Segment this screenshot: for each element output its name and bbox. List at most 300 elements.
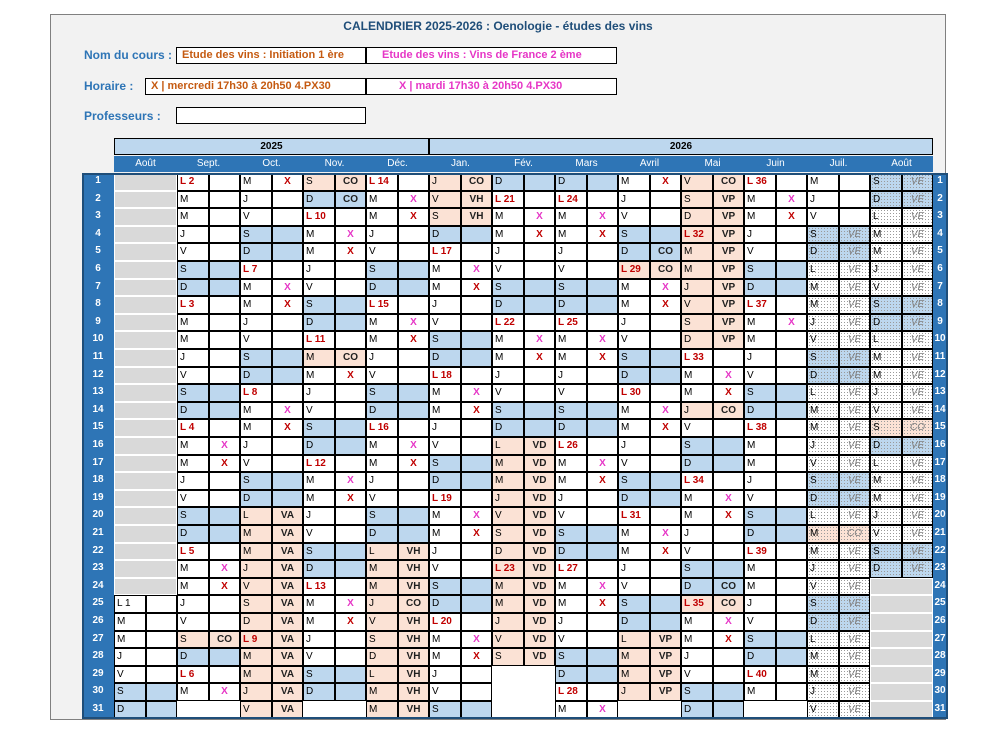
mark-cell[interactable] [398, 490, 429, 508]
mark-cell-vh[interactable]: VH [398, 613, 429, 631]
mark-cell-ve[interactable]: VE [902, 490, 933, 508]
mark-cell[interactable] [461, 683, 492, 701]
mark-cell-vp[interactable]: VP [713, 314, 744, 332]
mark-cell[interactable] [335, 631, 366, 649]
day-cell[interactable]: L 18 [429, 367, 461, 385]
day-cell[interactable]: J [555, 367, 587, 385]
mark-cell[interactable] [776, 525, 807, 543]
day-cell[interactable]: L 34 [681, 472, 713, 490]
day-cell[interactable]: D [681, 208, 713, 226]
day-cell[interactable]: V [807, 578, 839, 596]
mark-cell-ve[interactable]: VE [839, 384, 870, 402]
day-cell[interactable]: J [240, 437, 272, 455]
mark-cell[interactable] [398, 243, 429, 261]
day-cell[interactable]: V [807, 455, 839, 473]
day-cell[interactable]: V [429, 314, 461, 332]
mark-cell-x[interactable]: X [650, 543, 681, 561]
mark-cell[interactable] [461, 437, 492, 455]
mark-cell-ve[interactable]: VE [839, 560, 870, 578]
mark-cell[interactable] [398, 226, 429, 244]
mark-cell-x[interactable]: X [272, 296, 303, 314]
mark-cell[interactable] [398, 173, 429, 191]
day-cell[interactable]: M [744, 578, 776, 596]
mark-cell-ve[interactable]: VE [902, 208, 933, 226]
mark-cell-x[interactable]: X [461, 648, 492, 666]
day-cell[interactable]: M [807, 419, 839, 437]
day-cell[interactable]: M [618, 279, 650, 297]
mark-cell[interactable] [713, 543, 744, 561]
day-cell[interactable]: L [807, 631, 839, 649]
mark-cell-x[interactable]: X [776, 314, 807, 332]
mark-cell[interactable] [650, 595, 681, 613]
mark-cell[interactable] [524, 173, 555, 191]
day-cell[interactable]: J [555, 243, 587, 261]
day-cell[interactable]: L [807, 261, 839, 279]
mark-cell-va[interactable]: VA [272, 666, 303, 684]
mark-cell-ve[interactable]: VE [839, 543, 870, 561]
day-cell[interactable]: V [240, 208, 272, 226]
mark-cell-vh[interactable]: VH [398, 683, 429, 701]
day-cell[interactable]: J [177, 226, 209, 244]
day-cell[interactable]: M [681, 507, 713, 525]
day-cell[interactable]: S [366, 507, 398, 525]
mark-cell-va[interactable]: VA [272, 648, 303, 666]
mark-cell-vh[interactable]: VH [398, 578, 429, 596]
day-cell[interactable]: M [492, 578, 524, 596]
day-cell[interactable]: V [744, 613, 776, 631]
day-cell[interactable]: L 23 [492, 560, 524, 578]
day-cell[interactable]: J [240, 191, 272, 209]
mark-cell[interactable] [587, 261, 618, 279]
day-cell[interactable]: L 4 [177, 419, 209, 437]
day-cell[interactable]: V [177, 490, 209, 508]
day-cell[interactable]: M [177, 683, 209, 701]
mark-cell[interactable] [209, 191, 240, 209]
day-cell[interactable]: J [240, 560, 272, 578]
day-cell[interactable]: M [681, 261, 713, 279]
mark-cell-x[interactable]: X [587, 208, 618, 226]
mark-cell-vp[interactable]: VP [650, 666, 681, 684]
day-cell[interactable]: V [366, 613, 398, 631]
mark-cell[interactable] [398, 525, 429, 543]
day-cell[interactable]: J [744, 595, 776, 613]
mark-cell-ve[interactable]: VE [902, 437, 933, 455]
mark-cell-vd[interactable]: VD [524, 472, 555, 490]
day-cell[interactable]: D [744, 279, 776, 297]
mark-cell-co[interactable]: CO [335, 191, 366, 209]
day-cell[interactable]: L 13 [303, 578, 335, 596]
day-cell[interactable]: V [681, 173, 713, 191]
mark-cell-x[interactable]: X [209, 455, 240, 473]
mark-cell[interactable] [461, 701, 492, 719]
mark-cell[interactable] [209, 314, 240, 332]
day-cell[interactable]: M [807, 543, 839, 561]
day-cell[interactable]: S [177, 261, 209, 279]
mark-cell[interactable] [776, 331, 807, 349]
day-cell[interactable]: J [492, 490, 524, 508]
mark-cell[interactable] [272, 226, 303, 244]
mark-cell[interactable] [713, 455, 744, 473]
mark-cell[interactable] [713, 701, 744, 719]
day-cell[interactable]: J [429, 173, 461, 191]
mark-cell-co[interactable]: CO [839, 525, 870, 543]
day-cell[interactable]: M [366, 331, 398, 349]
mark-cell[interactable] [272, 490, 303, 508]
mark-cell[interactable] [272, 314, 303, 332]
day-cell[interactable]: V [555, 261, 587, 279]
day-cell[interactable]: M [492, 226, 524, 244]
mark-cell[interactable] [587, 543, 618, 561]
mark-cell[interactable] [272, 349, 303, 367]
mark-cell-x[interactable]: X [650, 525, 681, 543]
mark-cell[interactable] [398, 472, 429, 490]
day-cell[interactable]: D [177, 525, 209, 543]
mark-cell[interactable] [713, 525, 744, 543]
day-cell[interactable]: D [492, 419, 524, 437]
month-header-12[interactable]: Août [870, 156, 933, 172]
mark-cell[interactable] [461, 226, 492, 244]
day-cell[interactable]: M [807, 173, 839, 191]
mark-cell[interactable] [209, 648, 240, 666]
day-cell[interactable]: J [429, 296, 461, 314]
mark-cell[interactable] [524, 384, 555, 402]
day-cell[interactable]: S [429, 455, 461, 473]
month-header-9[interactable]: Mai [681, 156, 744, 172]
mark-cell[interactable] [776, 578, 807, 596]
mark-cell[interactable] [461, 367, 492, 385]
mark-cell[interactable] [776, 296, 807, 314]
mark-cell[interactable] [335, 455, 366, 473]
day-cell[interactable]: J [429, 666, 461, 684]
mark-cell-co[interactable]: CO [209, 631, 240, 649]
day-cell[interactable]: D [429, 349, 461, 367]
day-cell[interactable]: S [744, 631, 776, 649]
mark-cell-co[interactable]: CO [713, 402, 744, 420]
day-cell[interactable]: D [429, 595, 461, 613]
day-cell[interactable]: L 25 [555, 314, 587, 332]
mark-cell-x[interactable]: X [713, 613, 744, 631]
mark-cell[interactable] [335, 578, 366, 596]
day-cell[interactable]: M [681, 384, 713, 402]
day-cell[interactable]: M [177, 331, 209, 349]
day-cell[interactable]: L 10 [303, 208, 335, 226]
day-cell[interactable]: M [492, 595, 524, 613]
day-cell[interactable]: S [366, 384, 398, 402]
mark-cell[interactable] [587, 296, 618, 314]
day-cell[interactable]: J [744, 472, 776, 490]
day-cell[interactable]: J [870, 507, 902, 525]
day-cell[interactable]: S [240, 226, 272, 244]
mark-cell[interactable] [776, 243, 807, 261]
mark-cell[interactable] [776, 666, 807, 684]
mark-cell-vp[interactable]: VP [650, 683, 681, 701]
mark-cell[interactable] [272, 384, 303, 402]
mark-cell-ve[interactable]: VE [902, 525, 933, 543]
mark-cell-va[interactable]: VA [272, 595, 303, 613]
mark-cell-ve[interactable]: VE [839, 279, 870, 297]
mark-cell-vp[interactable]: VP [713, 226, 744, 244]
month-header-10[interactable]: Juin [744, 156, 807, 172]
mark-cell[interactable] [146, 666, 177, 684]
mark-cell[interactable] [461, 472, 492, 490]
mark-cell[interactable] [776, 683, 807, 701]
day-cell[interactable]: M [240, 402, 272, 420]
day-cell[interactable]: S [303, 296, 335, 314]
day-cell[interactable]: M [618, 419, 650, 437]
day-cell[interactable]: M [114, 631, 146, 649]
month-header-6[interactable]: Fév. [492, 156, 555, 172]
schedule-2-cell[interactable]: X | mardi 17h30 à 20h50 4.PX30 [366, 78, 617, 95]
day-cell[interactable]: S [177, 507, 209, 525]
mark-cell[interactable] [209, 419, 240, 437]
month-header-5[interactable]: Jan. [429, 156, 492, 172]
mark-cell[interactable] [776, 367, 807, 385]
mark-cell-vp[interactable]: VP [650, 631, 681, 649]
day-cell[interactable]: V [807, 331, 839, 349]
day-cell[interactable]: S [492, 648, 524, 666]
mark-cell[interactable] [461, 578, 492, 596]
day-cell[interactable]: L 17 [429, 243, 461, 261]
day-cell[interactable]: M [744, 314, 776, 332]
day-cell[interactable]: M [681, 367, 713, 385]
day-cell[interactable]: M [177, 314, 209, 332]
mark-cell[interactable] [587, 507, 618, 525]
mark-cell[interactable] [272, 472, 303, 490]
day-cell[interactable]: M [429, 631, 461, 649]
mark-cell[interactable] [209, 349, 240, 367]
mark-cell[interactable] [776, 543, 807, 561]
day-cell[interactable]: L 15 [366, 296, 398, 314]
mark-cell-ve[interactable]: VE [902, 349, 933, 367]
day-cell[interactable]: L 16 [366, 419, 398, 437]
day-cell[interactable]: V [303, 402, 335, 420]
mark-cell-co[interactable]: CO [713, 578, 744, 596]
course-2-cell[interactable]: Etude des vins : Vins de France 2 ème [366, 47, 617, 64]
day-cell[interactable]: J [618, 560, 650, 578]
mark-cell[interactable] [209, 173, 240, 191]
day-cell[interactable]: M [429, 384, 461, 402]
day-cell[interactable]: M [492, 472, 524, 490]
day-cell[interactable]: L 30 [618, 384, 650, 402]
mark-cell[interactable] [335, 543, 366, 561]
month-header-2[interactable]: Oct. [240, 156, 303, 172]
mark-cell-vh[interactable]: VH [398, 560, 429, 578]
mark-cell-ve[interactable]: VE [839, 296, 870, 314]
mark-cell[interactable] [335, 314, 366, 332]
mark-cell[interactable] [650, 507, 681, 525]
mark-cell[interactable] [209, 226, 240, 244]
day-cell[interactable]: D [807, 243, 839, 261]
day-cell[interactable]: V [366, 490, 398, 508]
mark-cell-ve[interactable]: VE [839, 472, 870, 490]
mark-cell-va[interactable]: VA [272, 701, 303, 719]
mark-cell-ve[interactable]: VE [839, 314, 870, 332]
mark-cell[interactable] [650, 560, 681, 578]
day-cell[interactable]: J [870, 384, 902, 402]
day-cell[interactable]: M [177, 578, 209, 596]
mark-cell-vh[interactable]: VH [461, 191, 492, 209]
day-cell[interactable]: J [303, 631, 335, 649]
day-cell[interactable]: M [240, 666, 272, 684]
day-cell[interactable]: V [870, 402, 902, 420]
mark-cell[interactable] [839, 173, 870, 191]
mark-cell[interactable] [776, 595, 807, 613]
day-cell[interactable]: M [240, 173, 272, 191]
mark-cell[interactable] [146, 613, 177, 631]
day-cell[interactable]: S [618, 472, 650, 490]
day-cell[interactable]: S [240, 349, 272, 367]
day-cell[interactable]: M [492, 455, 524, 473]
day-cell[interactable]: D [303, 560, 335, 578]
mark-cell[interactable] [587, 525, 618, 543]
mark-cell-vp[interactable]: VP [650, 648, 681, 666]
day-cell[interactable]: L [870, 208, 902, 226]
mark-cell[interactable] [650, 384, 681, 402]
mark-cell[interactable] [335, 261, 366, 279]
day-cell[interactable]: L 27 [555, 560, 587, 578]
mark-cell[interactable] [398, 367, 429, 385]
mark-cell-ve[interactable]: VE [902, 402, 933, 420]
mark-cell-x[interactable]: X [335, 472, 366, 490]
day-cell[interactable]: L 20 [429, 613, 461, 631]
mark-cell[interactable] [146, 701, 177, 719]
day-cell[interactable]: S [366, 261, 398, 279]
day-cell[interactable]: D [681, 578, 713, 596]
mark-cell-x[interactable]: X [650, 296, 681, 314]
day-cell[interactable]: M [366, 208, 398, 226]
day-cell[interactable]: D [303, 191, 335, 209]
mark-cell-x[interactable]: X [398, 191, 429, 209]
day-cell[interactable]: V [492, 261, 524, 279]
mark-cell[interactable] [209, 367, 240, 385]
day-cell[interactable]: S [303, 666, 335, 684]
mark-cell-va[interactable]: VA [272, 560, 303, 578]
mark-cell-x[interactable]: X [461, 631, 492, 649]
mark-cell-ve[interactable]: VE [839, 595, 870, 613]
day-cell[interactable]: J [618, 314, 650, 332]
mark-cell-vd[interactable]: VD [524, 613, 555, 631]
mark-cell[interactable] [713, 666, 744, 684]
mark-cell-ve[interactable]: VE [839, 648, 870, 666]
day-cell[interactable]: M [555, 208, 587, 226]
mark-cell[interactable] [209, 666, 240, 684]
mark-cell-vd[interactable]: VD [524, 578, 555, 596]
mark-cell-ve[interactable]: VE [902, 296, 933, 314]
mark-cell-x[interactable]: X [524, 349, 555, 367]
mark-cell-ve[interactable]: VE [839, 701, 870, 719]
day-cell[interactable]: D [870, 314, 902, 332]
day-cell[interactable]: D [618, 367, 650, 385]
mark-cell[interactable] [713, 648, 744, 666]
mark-cell-ve[interactable]: VE [902, 279, 933, 297]
day-cell[interactable]: S [870, 173, 902, 191]
day-cell[interactable]: J [555, 490, 587, 508]
mark-cell[interactable] [524, 314, 555, 332]
mark-cell-x[interactable]: X [272, 402, 303, 420]
mark-cell-ve[interactable]: VE [839, 455, 870, 473]
mark-cell[interactable] [335, 419, 366, 437]
day-cell[interactable]: V [681, 296, 713, 314]
mark-cell[interactable] [524, 367, 555, 385]
day-cell[interactable]: J [366, 472, 398, 490]
mark-cell-ve[interactable]: VE [902, 226, 933, 244]
day-cell[interactable]: L 26 [555, 437, 587, 455]
day-cell[interactable]: V [177, 243, 209, 261]
mark-cell[interactable] [272, 243, 303, 261]
day-cell[interactable]: V [870, 279, 902, 297]
mark-cell[interactable] [524, 296, 555, 314]
day-cell[interactable]: M [744, 437, 776, 455]
mark-cell[interactable] [587, 402, 618, 420]
mark-cell[interactable] [776, 648, 807, 666]
mark-cell-ve[interactable]: VE [902, 191, 933, 209]
mark-cell-ve[interactable]: VE [839, 419, 870, 437]
mark-cell[interactable] [713, 437, 744, 455]
day-cell[interactable]: V [744, 243, 776, 261]
day-cell[interactable]: L 2 [177, 173, 209, 191]
mark-cell-x[interactable]: X [776, 208, 807, 226]
mark-cell[interactable] [776, 226, 807, 244]
day-cell[interactable]: V [807, 701, 839, 719]
day-cell[interactable]: M [681, 243, 713, 261]
day-cell[interactable]: M [555, 578, 587, 596]
day-cell[interactable]: S [744, 507, 776, 525]
day-cell[interactable]: D [681, 701, 713, 719]
mark-cell-ve[interactable]: VE [902, 331, 933, 349]
mark-cell-va[interactable]: VA [272, 578, 303, 596]
mark-cell-vd[interactable]: VD [524, 490, 555, 508]
mark-cell-va[interactable]: VA [272, 631, 303, 649]
day-cell[interactable]: V [555, 631, 587, 649]
day-cell[interactable]: J [303, 384, 335, 402]
mark-cell-x[interactable]: X [776, 191, 807, 209]
day-cell[interactable]: M [177, 208, 209, 226]
day-cell[interactable]: M [303, 490, 335, 508]
day-cell[interactable]: D [240, 613, 272, 631]
day-cell[interactable]: J [366, 349, 398, 367]
day-cell[interactable]: M [366, 191, 398, 209]
mark-cell-vh[interactable]: VH [398, 666, 429, 684]
mark-cell[interactable] [461, 455, 492, 473]
day-cell[interactable]: S [681, 191, 713, 209]
day-cell[interactable]: M [366, 560, 398, 578]
day-cell[interactable]: J [114, 648, 146, 666]
day-cell[interactable]: S [807, 349, 839, 367]
day-cell[interactable]: D [744, 402, 776, 420]
mark-cell-x[interactable]: X [461, 402, 492, 420]
day-cell[interactable]: M [744, 560, 776, 578]
mark-cell[interactable] [335, 560, 366, 578]
mark-cell-vp[interactable]: VP [713, 208, 744, 226]
mark-cell[interactable] [776, 507, 807, 525]
mark-cell[interactable] [335, 683, 366, 701]
day-cell[interactable]: D [429, 472, 461, 490]
mark-cell-x[interactable]: X [398, 437, 429, 455]
mark-cell[interactable] [776, 419, 807, 437]
mark-cell-ve[interactable]: VE [839, 226, 870, 244]
mark-cell[interactable] [335, 437, 366, 455]
day-cell[interactable]: L [870, 455, 902, 473]
day-cell[interactable]: M [807, 296, 839, 314]
mark-cell[interactable] [524, 261, 555, 279]
mark-cell[interactable] [524, 279, 555, 297]
day-cell[interactable]: M [303, 472, 335, 490]
day-cell[interactable]: S [177, 631, 209, 649]
mark-cell[interactable] [713, 349, 744, 367]
day-cell[interactable]: S [555, 525, 587, 543]
mark-cell[interactable] [587, 666, 618, 684]
day-cell[interactable]: J [366, 226, 398, 244]
